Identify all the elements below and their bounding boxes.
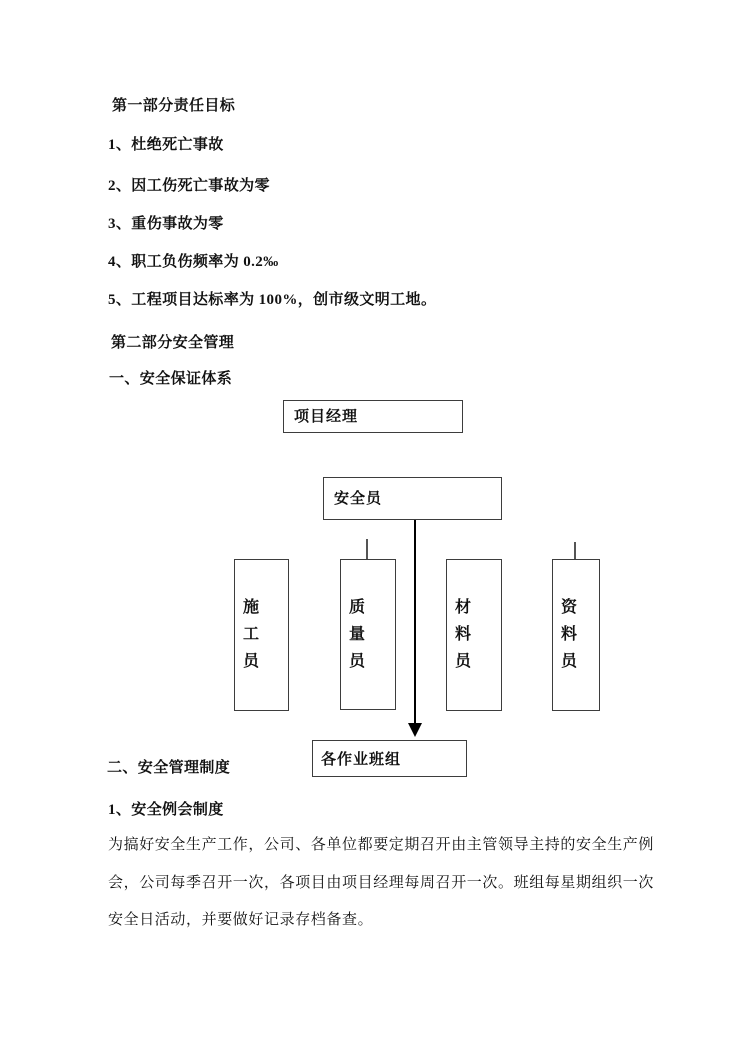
safety-officer-label: 安全员 <box>334 491 383 507</box>
org-box-construction-worker <box>234 559 289 711</box>
goal-item-4: 4、职工负伤频率为 0.2‰ <box>108 254 279 270</box>
org-box-safety-officer <box>323 477 502 520</box>
arrow-line <box>414 520 416 723</box>
paragraph-line-3: 安全日活动，并要做好记录存档备查。 <box>108 912 374 928</box>
sub1-heading: 1、安全例会制度 <box>108 802 224 818</box>
paragraph-line-1: 为搞好安全生产工作，公司、各单位都要定期召开由主管领导主持的安全生产例 <box>108 837 655 853</box>
connector-tick-records <box>574 542 576 559</box>
part1-heading: 第一部分责任目标 <box>112 98 236 114</box>
goal-item-5: 5、工程项目达标率为 100%，创市级文明工地。 <box>108 292 437 308</box>
org-box-project-manager <box>283 400 463 433</box>
arrow-head-icon <box>408 723 422 737</box>
org-box-quality-officer <box>340 559 396 710</box>
paragraph-line-2: 会，公司每季召开一次，各项目由项目经理每周召开一次。班组每星期组织一次 <box>108 875 655 891</box>
connector-tick-quality <box>366 539 368 559</box>
part2-heading: 第二部分安全管理 <box>111 335 235 351</box>
org-box-records-officer <box>552 559 600 711</box>
org-box-materials-officer <box>446 559 502 711</box>
construction-worker-label: 施工员 <box>243 599 260 670</box>
project-manager-label: 项目经理 <box>294 409 359 425</box>
quality-officer-label: 质量员 <box>349 599 366 670</box>
section1-heading: 一、安全保证体系 <box>109 371 233 387</box>
goal-item-2: 2、因工伤死亡事故为零 <box>108 178 270 194</box>
records-officer-label: 资料员 <box>561 599 578 670</box>
work-teams-label: 各作业班组 <box>321 752 402 768</box>
materials-officer-label: 材料员 <box>455 599 472 670</box>
goal-item-3: 3、重伤事故为零 <box>108 216 224 232</box>
org-box-work-teams <box>312 740 467 777</box>
goal-item-1: 1、杜绝死亡事故 <box>108 137 224 153</box>
section2-heading: 二、安全管理制度 <box>107 760 231 776</box>
